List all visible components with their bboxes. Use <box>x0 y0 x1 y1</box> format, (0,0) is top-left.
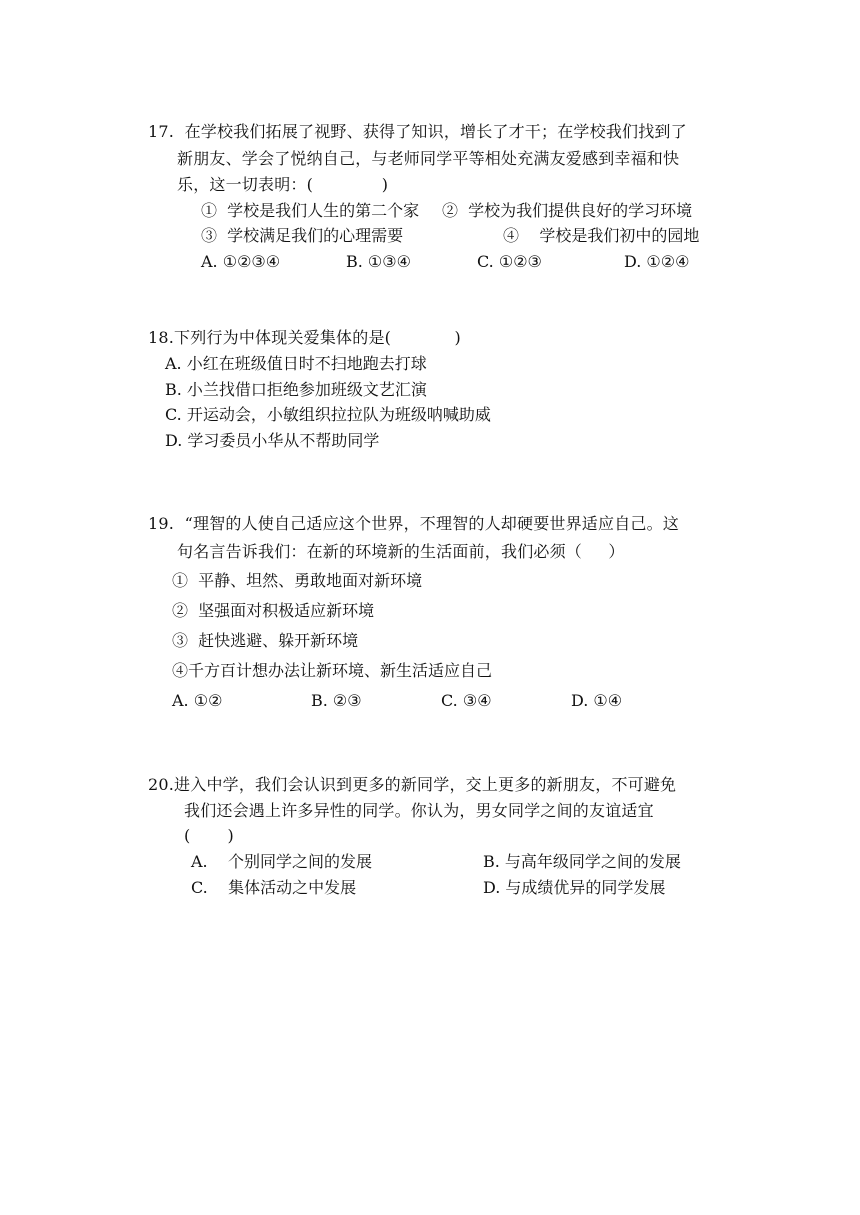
q18-stem: 18.下列行为中体现关爱集体的是( ) <box>148 328 461 347</box>
q17-option-c: C. ①②③ <box>477 252 542 271</box>
q20-stem-line2: 我们还会遇上许多异性的同学。你认为，男女同学之间的友谊适宜 <box>184 801 654 820</box>
q18-option-a: A. 小红在班级值日时不扫地跑去打球 <box>165 354 427 373</box>
q20-option-b: B. 与高年级同学之间的发展 <box>483 852 681 871</box>
q18-option-d: D. 学习委员小华从不帮助同学 <box>165 431 380 450</box>
q17-statement-3: ③ 学校满足我们的心理需要 <box>201 226 404 245</box>
q19-option-d: D. ①④ <box>571 691 623 710</box>
q20-option-a: A. 个别同学之间的发展 <box>191 852 372 871</box>
q20-option-c: C. 集体活动之中发展 <box>191 878 357 897</box>
q19-option-a: A. ①② <box>172 691 223 710</box>
q18-option-b: B. 小兰找借口拒绝参加班级文艺汇演 <box>165 380 427 399</box>
q20-stem-line1: 20.进入中学，我们会认识到更多的新同学，交上更多的新朋友，不可避免 <box>148 775 677 794</box>
q19-statement-2: ② 坚强面对积极适应新环境 <box>172 601 375 620</box>
q17-option-b: B. ①③④ <box>346 252 411 271</box>
q17-statement-2: ② 学校为我们提供良好的学习环境 <box>442 201 693 220</box>
q19-option-b: B. ②③ <box>311 691 362 710</box>
q19-statement-4: ④千方百计想办法让新环境、新生活适应自己 <box>172 661 493 680</box>
q20-stem-line3: ( ) <box>184 826 234 845</box>
q18-option-c: C. 开运动会，小敏组织拉拉队为班级呐喊助威 <box>165 405 491 424</box>
q17-stem-line3: 乐，这一切表明：( ) <box>177 175 389 194</box>
q17-stem-line1: 17. 在学校我们拓展了视野、获得了知识，增长了才干；在学校我们找到了 <box>148 122 687 141</box>
q19-option-c: C. ③④ <box>441 691 492 710</box>
q17-stem-line2: 新朋友、学会了悦纳自己，与老师同学平等相处充满友爱感到幸福和快 <box>177 149 680 168</box>
q20-option-d: D. 与成绩优异的同学发展 <box>483 878 666 897</box>
q19-stem-line2: 句名言告诉我们：在新的环境新的生活面前，我们必须（ ） <box>177 542 625 561</box>
q17-option-a: A. ①②③④ <box>201 252 281 271</box>
q17-option-d: D. ①②④ <box>624 252 690 271</box>
q19-statement-3: ③ 赶快逃避、躲开新环境 <box>172 631 359 650</box>
q19-stem-line1: 19. “理智的人使自己适应这个世界，不理智的人却硬要世界适应自己。这 <box>148 514 679 533</box>
q19-statement-1: ① 平静、坦然、勇敢地面对新环境 <box>172 571 423 590</box>
q17-statement-1: ① 学校是我们人生的第二个家 <box>201 201 420 220</box>
q17-statement-4: ④ 学校是我们初中的园地 <box>503 226 700 245</box>
